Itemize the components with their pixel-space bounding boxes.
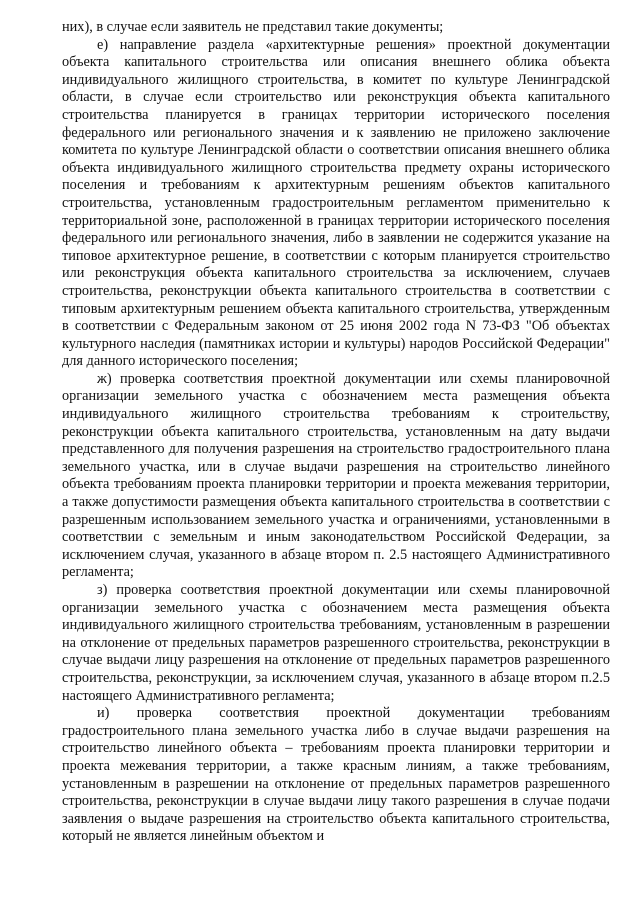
- paragraph-item-i: и) проверка соответствия проектной документации требованиям градостроительного плана земельного участка либо в случае выдачи разрешения на строительство линейного объекта – требованиям проекта планировки территории и проекта межевания территории, а также красным линиям, а также требованиям, установленным в разрешении на отклонение от предельных параметров разрешенного строительства, реконструкции в случае выдачи лицу такого разрешения в случае подачи заявления о выдаче разрешения на строительство объекта капитального строительства, который не является линейным объектом и: [62, 705, 610, 845]
- paragraph-continuation: них), в случае если заявитель не представил такие документы;: [62, 19, 444, 35]
- paragraph-item-z: з) проверка соответствия проектной документации или схемы планировочной организации земельного участка с обозначением места размещения объекта индивидуального жилищного строительства требованиям, установленным в разрешении на отклонение от предельных параметров разрешенного строительства, реконструкции в случае выдачи лицу разрешения на отклонение от предельных параметров разрешенного строительства, реконструкции, за исключением случая, указанного в абзаце втором п.2.5 настоящего Административного регламента;: [62, 582, 610, 704]
- paragraph-item-e: е) направление раздела «архитектурные решения» проектной документации объекта капитального строительства или описания внешнего облика объекта индивидуального жилищного строительства, в комитет по культуре Ленинградской области, в случае если строительство или реконструкция объекта капитального строительства планируется в границах территории исторического поселения федерального или регионального значения и к заявлению не приложено заключение комитета по культуре Ленинградской области о соответствии описания внешнего облика объекта индивидуального жилищного строительства предмету охраны исторического поселения и требованиям к архитектурным решениям объектов капитального строительства, установленным градостроительным регламентом применительно к территориальной зоне, расположенной в границах территории исторического поселения федерального или регионального значения, либо в заявлении не содержится указание на типовое архитектурное решение, в соответствии с которым планируется строительство или реконструкция объекта капитального строительства за исключением, случаев строительства, реконструкции объекта капитального строительства в соответствии с типовым архитектурным решением объекта капитального строительства, утвержденным в соответствии с Федеральным законом от 25 июня 2002 года N 73-ФЗ "Об объектах культурного наследия (памятниках истории и культуры) народов Российской Федерации" для данного исторического поселения;: [62, 36, 610, 370]
- paragraph-item-zh: ж) проверка соответствия проектной документации или схемы планировочной организации земельного участка с обозначением места размещения объекта индивидуального жилищного строительства требованиям к строительству, реконструкции объекта капитального строительства, установленным на дату выдачи представленного для получения разрешения на строительство градостроительного плана земельного участка, или в случае выдачи разрешения на строительство линейного объекта требованиям проекта планировки территории и проекта межевания территории, а также допустимости размещения объекта капитального строительства в соответствии с разрешенным использованием земельного участка и ограничениями, установленными в соответствии с земельным и иным законодательством Российской Федерации, за исключением случая, указанного в абзаце втором п. 2.5 настоящего Административного регламента;: [62, 370, 610, 581]
- document-body: [62, 19, 610, 846]
